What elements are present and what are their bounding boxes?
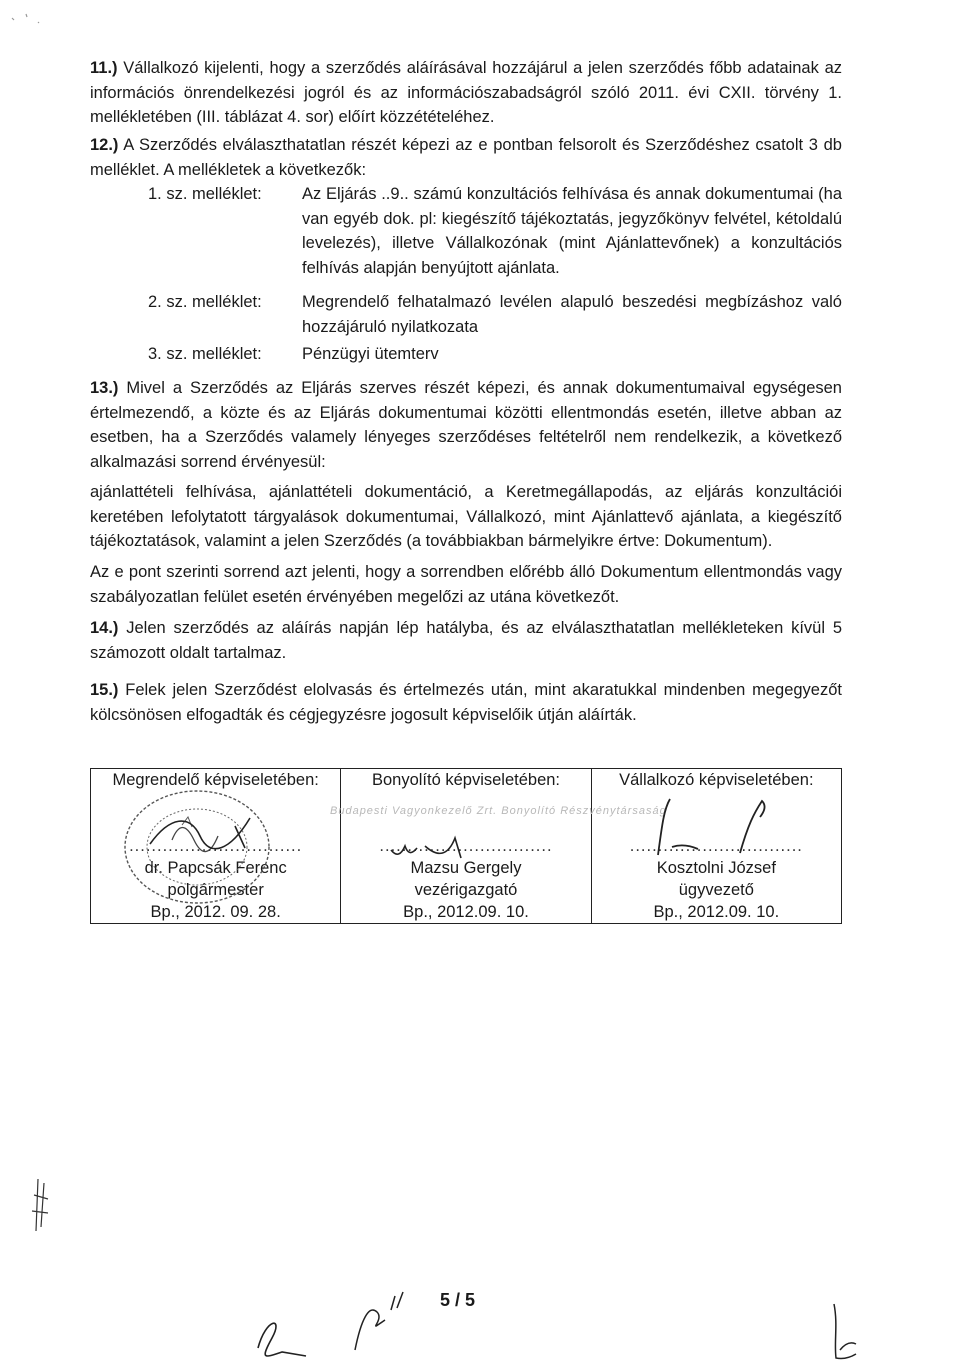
margin-scribble [28,1175,58,1235]
signatory-title: vezérigazgató [414,881,518,899]
paragraph-14 [90,616,842,665]
initials-2 [345,1290,415,1360]
corner-marks [8,8,48,38]
paragraph-text: Felek jelen Szerződést elolvasás és értelmezés után, mint akaratukkal mindenben megegyezőt kölcsönösen elfogadták és cégjegyzésre jogosult képviselőik útján aláírták. [90,681,842,724]
paragraph-text: Jelen szerződés az aláírás napján lép hatályba, és az elválaszthatatlan mellékleteken kívül 5 számozott oldalt tartalmaz. [90,619,842,662]
paragraph-13 [90,376,842,474]
signatory-title: polgármester [167,881,264,899]
signature-date: Bp., 2012.09. 10. [653,903,780,921]
paragraph-number: 13.) [90,379,119,397]
signature-line: ............................... [129,837,303,855]
signatory-name: Mazsu Gergely [410,859,522,877]
paragraph-text: Mivel a Szerződés az Eljárás szerves részét képezi, és annak dokumentumaival egységesen értelmezendő, a közte és az Eljárás dokumentumai közötti ellentmondás esetén, illetve abban az esetben, ha a Szerződés valamely lényeges szerződéses feltételről nem rendelkezik, a következő alkalmazási sorrend érvényesül: [90,379,842,471]
client-signature [140,806,280,856]
annex-1-text: Az Eljárás ..9.. számú konzultációs felhívása és annak dokumentumai (ha van egyéb dok. pl: kiegészítő tájékoztatás, jegyzőkönyv felvétel, kétoldalú levelezés), illetve Vállalkozónak (mint Ajánlattevőnek) a konzultációs felhívás alapján benyújtott ajánlata. [302,185,842,277]
annex-2-text: Megrendelő felhatalmazó levélen alapuló beszedési megbízáshoz való hozzájáruló nyilatkozata [302,293,842,336]
manager-signature [385,832,495,872]
paragraph-12 [90,133,842,182]
initials-1 [250,1308,320,1363]
paragraph-number: 15.) [90,681,119,699]
paragraph-13-order: ajánlattételi felhívása, ajánlattételi dokumentáció, a Keretmegállapodás, az eljárás konzultációi keretében lefolytatott tárgyalások dokumentumai, Vállalkozó, mint Ajánlattevő ajánlata, a kiegészítő tájékoztatások, valamint a jelen Szerződés (a továbbiakban bármelyikre értve: Dokumentum). [90,483,842,550]
signature-header: Megrendelő képviseletében: [112,771,319,789]
faint-company-stamp: Budapesti Vagyonkezelő Zrt. Bonyolító Részvénytársaság [330,805,667,817]
paragraph-11 [90,56,842,130]
signatory-title: ügyvezető [678,881,754,899]
paragraph-13-note: Az e pont szerinti sorrend azt jelenti, hogy a sorrendben előrébb álló Dokumentum ellentmondás vagy szabályozatlan felület esetén érvényében megelőzi az utána következőt. [90,563,842,606]
signature-header: Bonyolító képviseletében: [371,771,561,789]
annex-2-label: 2. sz. melléklet: [148,293,262,311]
initials-3 [820,1300,870,1365]
signatory-name: Kosztolni József [656,859,776,877]
page-number: 5 / 5 [440,1290,476,1310]
paragraph-15 [90,678,842,727]
signature-line: ............................... [379,837,553,855]
paragraph-text: A Szerződés elválaszthatatlan részét képezi az e pontban felsorolt és Szerződéshez csatolt 3 db melléklet. A mellékletek a következők: [90,136,842,179]
annex-1-label: 1. sz. melléklet: [148,185,262,203]
paragraph-number: 12.) [90,136,119,154]
signature-header: Vállalkozó képviseletében: [619,771,814,789]
paragraph-number: 14.) [90,619,119,637]
signature-date: Bp., 2012.09. 10. [403,903,529,921]
contractor-signature [640,795,800,865]
signature-date: Bp., 2012. 09. 28. [150,903,281,921]
paragraph-text: Vállalkozó kijelenti, hogy a szerződés aláírásával hozzájárul a jelen szerződés főbb adatainak az információs önrendelkezési jogról és az információszabadságról szóló 2011. évi CXII. törvény 1. mellékletében (III. táblázat 4. sor) előírt közzétételéhez. [90,59,842,126]
signature-line: ............................... [629,837,803,855]
paragraph-number: 11.) [90,59,118,77]
signatory-name: dr. Papcsák Ferenc [144,859,287,877]
annex-3-label: 3. sz. melléklet: [148,345,262,363]
annex-3-text: Pénzügyi ütemterv [302,345,439,363]
